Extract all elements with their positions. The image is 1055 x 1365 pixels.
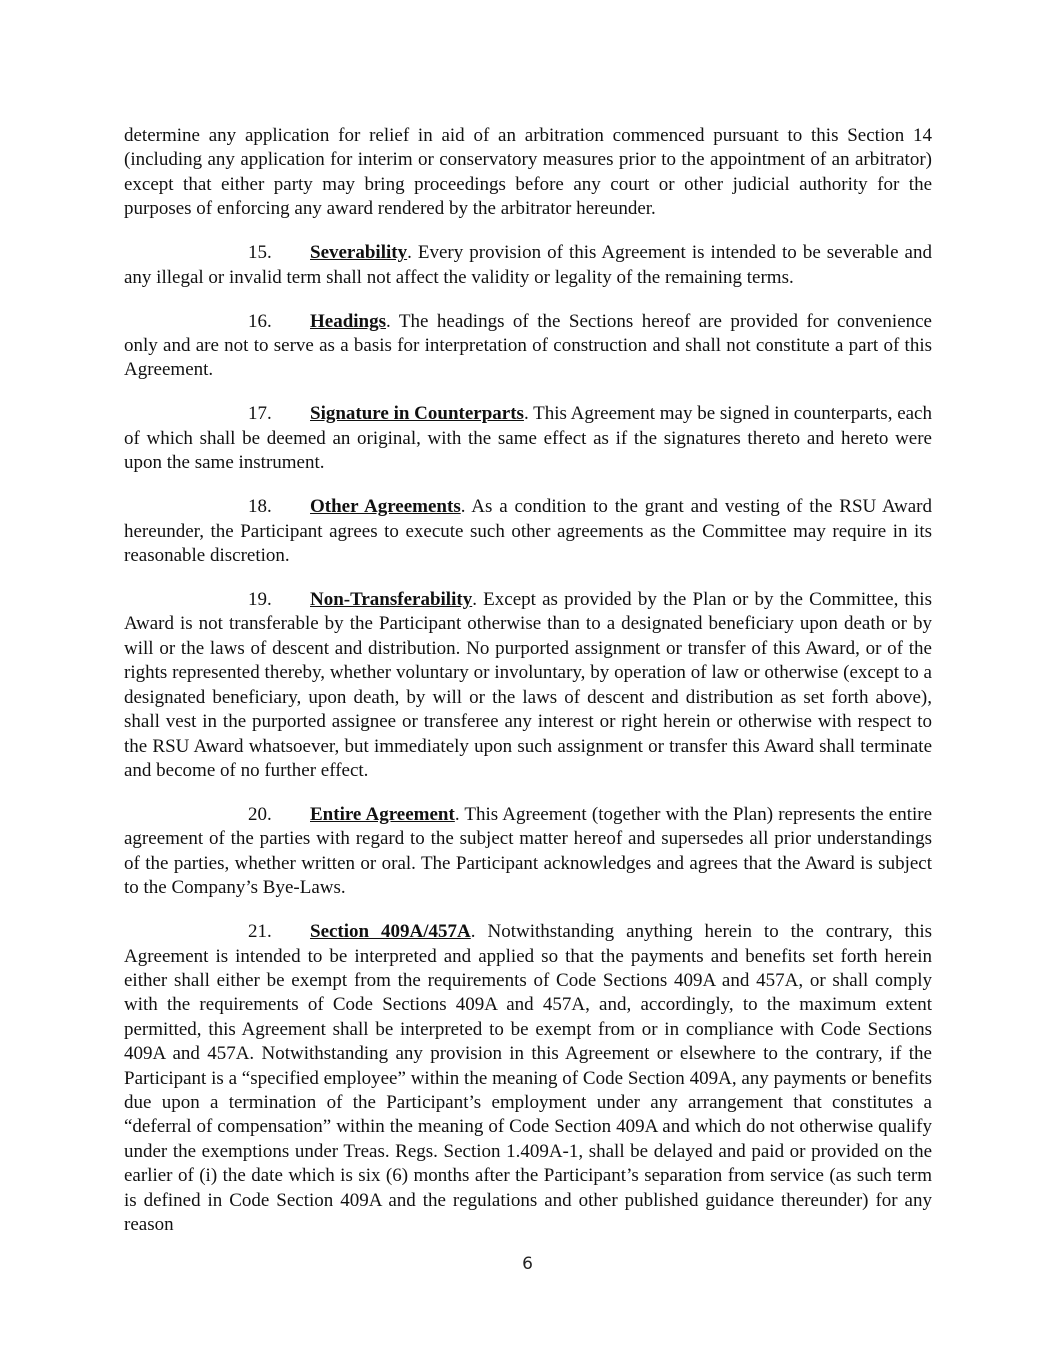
section-heading: Non-Transferability [310,589,473,611]
section-number: 16. [248,310,272,332]
page-number: 6 [522,1254,533,1274]
document-body [124,124,932,1257]
section-text: . Except as provided by the Plan or by the Committee, this Award is not transferable by the Participant otherwise than to a designated beneficiary upon death or by will or the laws of descent and distribution. No purported assignment or transfer of this Award, or of the rights represented thereby, whether voluntary or involuntary, by operation of law or otherwise (except to a designated beneficiary, upon death, by will or the laws of descent and distribution as set forth above), shall vest in the purported assignee or transferee any interest or right herein or otherwise with respect to the RSU Award whatsoever, but immediately upon such assignment or transfer this Award shall terminate and become of no further effect. [124,589,932,781]
section-heading: Severability [310,242,408,264]
section-16 [124,310,932,383]
section-text: . The headings of the Sections hereof are provided for convenience only and are not to serve as a basis for interpretation of construction and shall not constitute a part of this Agreement. [124,310,932,381]
section-number: 20. [248,803,272,825]
section-19 [124,588,932,783]
section-heading: Other Agreements [310,496,461,518]
section-text: . Notwithstanding anything herein to the contrary, this Agreement is intended to be interpreted and applied so that the payments and benefits set forth herein either shall either be exempt from the requirements of Code Sections 409A and 457A, or shall comply with the requirements of Code Sections 409A and 457A, and, accordingly, to the maximum extent permitted, this Agreement shall be interpreted to be exempt from or in compliance with Code Sections 409A and 457A. Notwithstanding any provision in this Agreement or elsewhere to the contrary, if the Participant is a “specified employee” within the meaning of Code Section 409A, any payments or benefits due upon a termination of the Participant’s employment under any arrangement that constitutes a “deferral of compensation” within the meaning of Code Section 409A and which do not otherwise qualify under the exemptions under Treas. Regs. Section 1.409A-1, shall be delayed and paid or provided on the earlier of (i) the date which is six (6) months after the Participant’s separation from service (as such term is defined in Code Section 409A and the regulations and other published guidance thereunder) for any reason [124,921,933,1235]
section-number: 19. [248,589,272,611]
section-text: . This Agreement may be signed in counterparts, each of which shall be deemed an original, with the same effect as if the signatures thereto and hereto were upon the same instrument. [124,403,932,474]
section-number: 21. [248,921,272,943]
section-text: . Every provision of this Agreement is intended to be severable and any illegal or invalid term shall not affect the validity or legality of the remaining terms. [124,242,932,288]
section-heading: Headings [310,310,387,332]
section-number: 15. [248,242,272,264]
section-17 [124,402,932,475]
section-18 [124,495,932,568]
section-heading: Signature in Counterparts [310,403,524,425]
section-15 [124,241,932,290]
section-21 [124,920,932,1237]
section-number: 17. [248,403,272,425]
section-20 [124,803,932,901]
section-heading: Entire Agreement [310,803,455,825]
opening-paragraph: determine any application for relief in aid of an arbitration commenced pursuant to this Section 14 (including any application for interim or conservatory measures prior to the appointment of an arbitrator) except that either party may bring proceedings before any court or other judicial authority for the purposes of enforcing any award rendered by the arbitrator hereunder. [124,125,932,220]
section-text: . This Agreement (together with the Plan) represents the entire agreement of the parties with regard to the subject matter hereof and supersedes all prior understandings of the parties, whether written or oral. The Participant acknowledges and agrees that the Award is subject to the Company’s Bye-Laws. [124,803,933,899]
section-number: 18. [248,496,272,518]
section-heading: Section 409A/457A [310,921,471,943]
section-text: . As a condition to the grant and vesting of the RSU Award hereunder, the Participant agrees to execute such other agreements as the Committee may require in its reasonable discretion. [124,496,933,567]
